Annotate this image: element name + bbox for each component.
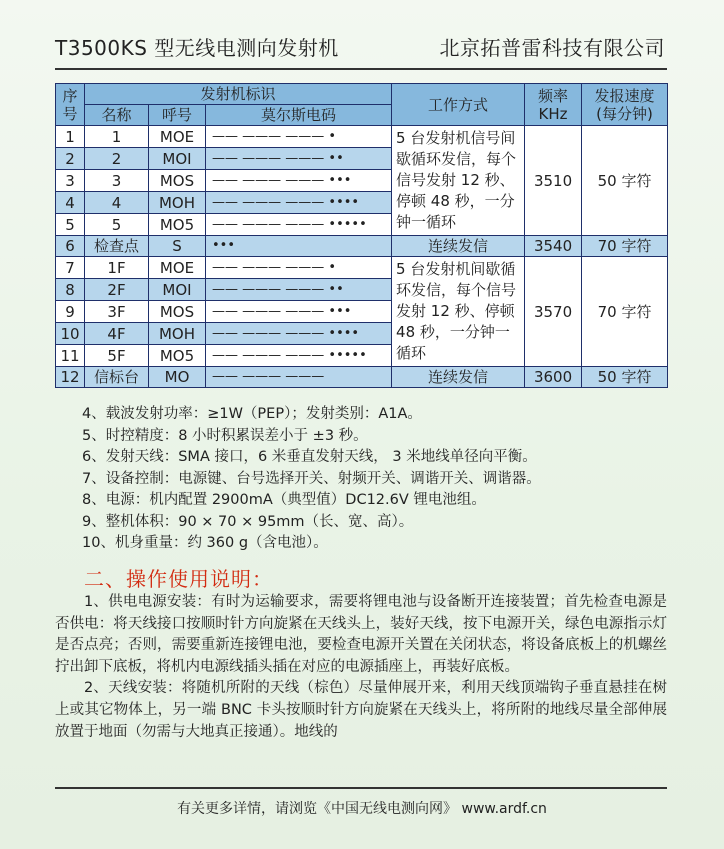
cell-morse: —— ——— ——— xyxy=(206,367,392,388)
paragraph: 2、天线安装：将随机所附的天线（棕色）尽量伸展开来，利用天线顶端钩子垂直悬挂在树上或其它物体上，另一端 BNC 卡头按顺时针方向旋紧在天线头上，将所附的地线尽量全部伸展放置于地面（勿需与大地真正接通）。地线的 xyxy=(55,680,667,740)
col-header-freq xyxy=(525,84,582,126)
cell-name: 检查点 xyxy=(85,236,149,257)
cell-speed: 50 字符 xyxy=(582,367,668,388)
cell-call: MOE xyxy=(149,257,206,279)
col-header-speed xyxy=(582,84,668,126)
cell-speed-group1: 50 字符 xyxy=(582,126,668,236)
cell-call: MOE xyxy=(149,126,206,148)
col-header-speed-text: 发报速度(每分钟) xyxy=(594,86,655,123)
cell-mode-group1: 5 台发射机信号间歇循环发信，每个信号发射 12 秒、停顿 48 秒，一分钟一循环 xyxy=(392,126,525,236)
cell-name: 1F xyxy=(85,257,149,279)
transmitter-table xyxy=(55,83,668,388)
cell-name: 2F xyxy=(85,279,149,301)
section-heading: 二、操作使用说明： xyxy=(84,567,273,591)
cell-no: 8 xyxy=(56,279,85,301)
cell-no: 4 xyxy=(56,192,85,214)
cell-speed: 70 字符 xyxy=(582,236,668,257)
cell-no: 11 xyxy=(56,345,85,367)
cell-freq: 3540 xyxy=(525,236,582,257)
table-row xyxy=(56,367,668,388)
cell-morse: ••• xyxy=(206,236,392,257)
instructions-body xyxy=(55,592,667,743)
header-rule xyxy=(55,68,667,70)
cell-freq: 3600 xyxy=(525,367,582,388)
spec-item: 5、时控精度：8 小时积累误差小于 ±3 秒。 xyxy=(82,427,368,444)
col-header-freq-text: 频率KHz xyxy=(538,86,569,123)
cell-morse: —— ——— ——— •• xyxy=(206,279,392,301)
cell-call: MOH xyxy=(149,192,206,214)
cell-morse: —— ——— ——— •••• xyxy=(206,192,392,214)
cell-mode: 连续发信 xyxy=(392,236,525,257)
cell-mode-group2: 5 台发射机间歇循环发信，每个信号发射 12 秒、停顿 48 秒，一分钟一循环 xyxy=(392,257,525,367)
col-header-morse: 莫尔斯电码 xyxy=(206,105,392,126)
spec-item: 6、发射天线：SMA 接口，6 米垂直发射天线， 3 米地线单径向平衡。 xyxy=(82,449,537,465)
spec-item: 9、整机体积：90 × 70 × 95mm（长、宽、高）。 xyxy=(82,513,414,530)
cell-morse: —— ——— ——— • xyxy=(206,257,392,279)
cell-call: MO xyxy=(149,367,206,388)
page-header xyxy=(55,32,665,62)
cell-freq-group2: 3570 xyxy=(525,257,582,367)
cell-no: 7 xyxy=(56,257,85,279)
table-row xyxy=(56,126,668,148)
cell-call: S xyxy=(149,236,206,257)
cell-call: MOH xyxy=(149,323,206,345)
cell-name: 4 xyxy=(85,192,149,214)
cell-morse: —— ——— ——— • xyxy=(206,126,392,148)
cell-call: MOS xyxy=(149,170,206,192)
cell-no: 9 xyxy=(56,301,85,323)
company-name: 北京拓普雷科技有限公司 xyxy=(439,36,665,60)
cell-call: MOI xyxy=(149,279,206,301)
cell-name: 4F xyxy=(85,323,149,345)
col-header-no-text: 序号 xyxy=(62,86,78,123)
cell-morse: —— ——— ——— ••• xyxy=(206,170,392,192)
cell-name: 1 xyxy=(85,126,149,148)
cell-morse: —— ——— ——— •• xyxy=(206,148,392,170)
cell-no: 5 xyxy=(56,214,85,236)
col-header-mode: 工作方式 xyxy=(392,84,525,126)
footer-rule xyxy=(55,787,667,789)
spec-item: 8、电源：机内配置 2900mA（典型值）DC12.6V 锂电池组。 xyxy=(82,492,486,508)
spec-item: 4、载波发射功率：≥1W（PEP）；发射类别：A1A。 xyxy=(82,406,422,422)
spec-item: 10、机身重量：约 360 g（含电池）。 xyxy=(82,535,328,551)
cell-no: 3 xyxy=(56,170,85,192)
cell-name: 5 xyxy=(85,214,149,236)
cell-name: 3 xyxy=(85,170,149,192)
cell-morse: —— ——— ——— ••••• xyxy=(206,345,392,367)
spec-list xyxy=(82,404,541,555)
footer-text: 有关更多详情，请浏览《中国无线电测向网》 www.ardf.cn xyxy=(177,801,547,817)
cell-name: 3F xyxy=(85,301,149,323)
cell-speed-group2: 70 字符 xyxy=(582,257,668,367)
cell-freq-group1: 3510 xyxy=(525,126,582,236)
cell-call: MOS xyxy=(149,301,206,323)
col-header-id: 发射机标识 xyxy=(85,84,392,105)
spec-item: 7、设备控制：电源键、台号选择开关、射频开关、调谐开关、调谐器。 xyxy=(82,470,541,487)
cell-no: 12 xyxy=(56,367,85,388)
cell-morse: —— ——— ——— •••• xyxy=(206,323,392,345)
cell-no: 1 xyxy=(56,126,85,148)
col-header-name: 名称 xyxy=(85,105,149,126)
table-row xyxy=(56,257,668,279)
col-header-no xyxy=(56,84,85,126)
document-title: T3500KS 型无线电测向发射机 xyxy=(55,36,339,60)
col-header-call: 呼号 xyxy=(149,105,206,126)
cell-morse: —— ——— ——— ••• xyxy=(206,301,392,323)
cell-no: 6 xyxy=(56,236,85,257)
cell-no: 10 xyxy=(56,323,85,345)
cell-name: 信标台 xyxy=(85,367,149,388)
cell-call: MOI xyxy=(149,148,206,170)
cell-no: 2 xyxy=(56,148,85,170)
cell-name: 2 xyxy=(85,148,149,170)
table-row xyxy=(56,236,668,257)
cell-mode: 连续发信 xyxy=(392,367,525,388)
paragraph: 1、供电电源安装：有时为运输要求，需要将锂电池与设备断开连接装置；首先检查电源是否供电：将天线接口按顺时针方向旋紧在天线头上，装好天线，按下电源开关，绿色电源指示灯是否点亮；否则，需要重新连接锂电池，要检查电源开关置在关闭状态，将设备底板上的机螺丝拧出卸下底板，将机内电源线插头插在对应的电源插座上，再装好底板。 xyxy=(55,594,667,675)
cell-name: 5F xyxy=(85,345,149,367)
cell-call: MO5 xyxy=(149,214,206,236)
cell-call: MO5 xyxy=(149,345,206,367)
cell-morse: —— ——— ——— ••••• xyxy=(206,214,392,236)
